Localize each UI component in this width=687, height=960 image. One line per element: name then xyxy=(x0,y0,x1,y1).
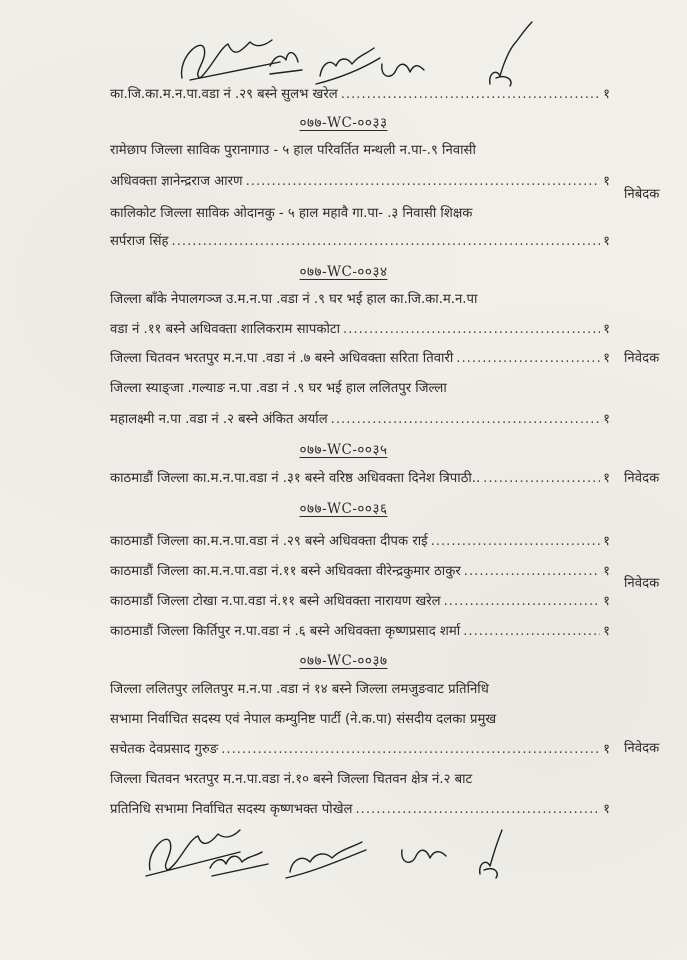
entry-count: १ xyxy=(603,742,610,757)
entry-line xyxy=(110,173,610,191)
entry-line: रामेछाप जिल्ला साविक पुरानागाउ - ५ हाल परिवर्तित मन्थली न.पा-.९ निवासी xyxy=(110,143,476,158)
entry-line xyxy=(110,321,610,339)
leader-dots xyxy=(341,86,600,104)
leader-dots xyxy=(343,321,600,339)
signatures-bottom xyxy=(140,812,520,882)
entry-text: काठमाडौं जिल्ला का.म.न.पा.वडा नं .२९ बस्ने अधिवक्ता दीपक राई xyxy=(110,534,428,549)
role-label: निवेदक xyxy=(624,576,660,591)
entry-count: १ xyxy=(603,174,610,189)
entry-line: कालिकोट जिल्ला साविक ओदानकु - ५ हाल महावै गा.पा- .३ निवासी शिक्षक xyxy=(110,206,473,221)
case-number-heading: ०७७-WC-००३५ xyxy=(299,442,388,458)
entry-line: जिल्ला ललितपुर ललितपुर म.न.पा .वडा नं १४ बस्ने जिल्ला लमजुङवाट प्रतिनिधि xyxy=(110,682,489,697)
entry-line: जिल्ला बाँके नेपालगञ्ज उ.म.न.पा .वडा नं .९ घर भई हाल का.जि.का.म.न.पा xyxy=(110,292,478,307)
entry-text: अधिवक्ता ज्ञानेन्द्रराज आरण xyxy=(110,174,243,189)
entry-line xyxy=(110,470,610,488)
entry-text: काठमाडौं जिल्ला किर्तिपुर न.पा.वडा नं .६ बस्ने अधिवक्ता कृष्णप्रसाद शर्मा xyxy=(110,624,461,639)
role-label: निवेदक xyxy=(624,741,660,756)
entry-count: १ xyxy=(603,802,610,817)
entry-line xyxy=(110,623,610,641)
entry-text: महालक्ष्मी न.पा .वडा नं .२ बस्ने अंकित अर्याल xyxy=(110,412,328,427)
entry-text: का.जि.का.म.न.पा.वडा नं .२९ बस्ने सुलभ खरेल xyxy=(110,87,338,102)
case-number-heading: ०७७-WC-००३४ xyxy=(299,264,388,280)
entry-text: वडा नं .११ बस्ने अधिवक्ता शालिकराम सापकोटा xyxy=(110,322,340,337)
entry-line: सभामा निर्वाचित सदस्य एवं नेपाल कम्युनिष्ट पार्टी (ने.क.पा) संसदीय दलका प्रमुख xyxy=(110,712,497,727)
entry-count: १ xyxy=(603,624,610,639)
entry-count: १ xyxy=(603,351,610,366)
entry-line: जिल्ला स्याङ्जा .गल्याङ न.पा .वडा नं .९ घर भई हाल ललितपुर जिल्ला xyxy=(110,381,447,396)
entry-count: १ xyxy=(603,87,610,102)
case-number-heading: ०७७-WC-००३३ xyxy=(299,115,388,131)
leader-dots xyxy=(331,411,600,429)
leader-dots xyxy=(221,741,600,759)
leader-dots xyxy=(431,533,601,551)
entry-line xyxy=(110,86,610,104)
entry-count: १ xyxy=(603,594,610,609)
signatures-top xyxy=(170,18,550,90)
case-number-heading: ०७७-WC-००३६ xyxy=(299,501,388,517)
entry-text: जिल्ला चितवन भरतपुर म.न.पा .वडा नं .७ बस्ने अधिवक्ता सरिता तिवारी xyxy=(110,351,454,366)
entry-line xyxy=(110,563,610,581)
entry-text: सचेतक देवप्रसाद गुरुङ xyxy=(110,742,219,757)
leader-dots xyxy=(444,593,601,611)
entry-count: १ xyxy=(603,564,610,579)
role-label: निवेदक xyxy=(624,351,660,366)
case-number-heading: ०७७-WC-००३७ xyxy=(299,653,388,669)
leader-dots xyxy=(172,233,601,251)
entry-text: सर्पराज सिंह xyxy=(110,234,169,249)
leader-dots xyxy=(246,173,601,191)
entry-line xyxy=(110,350,610,368)
role-label: निवेदक xyxy=(624,471,660,486)
entry-line xyxy=(110,411,610,429)
entry-count: १ xyxy=(603,534,610,549)
role-label: निबेदक xyxy=(624,187,660,202)
leader-dots xyxy=(464,563,600,581)
entry-line xyxy=(110,233,610,251)
entry-count: १ xyxy=(603,471,610,486)
entry-line: जिल्ला चितवन भरतपुर म.न.पा.वडा नं.१० बस्ने जिल्ला चितवन क्षेत्र नं.२ बाट xyxy=(110,772,473,787)
entry-text: काठमाडौं जिल्ला का.म.न.पा.वडा नं .३१ बस्ने वरिष्ठ अधिवक्ता दिनेश त्रिपाठी.. xyxy=(110,471,481,486)
leader-dots xyxy=(463,623,600,641)
entry-count: १ xyxy=(603,234,610,249)
entry-text: काठमाडौं जिल्ला टोखा न.पा.वडा नं.११ बस्ने अधिवक्ता नारायण खरेल xyxy=(110,594,441,609)
leader-dots xyxy=(483,470,600,488)
entry-count: १ xyxy=(603,412,610,427)
entry-count: १ xyxy=(603,322,610,337)
leader-dots xyxy=(456,350,600,368)
entry-line xyxy=(110,741,610,759)
entry-text: काठमाडौं जिल्ला का.म.न.पा.वडा नं.११ बस्ने अधिवक्ता वीरेन्द्रकुमार ठाकुर xyxy=(110,564,461,579)
entry-line xyxy=(110,533,610,551)
entry-text: प्रतिनिधि सभामा निर्वाचित सदस्य कृष्णभक्त पोखेल xyxy=(110,802,353,817)
entry-line xyxy=(110,593,610,611)
